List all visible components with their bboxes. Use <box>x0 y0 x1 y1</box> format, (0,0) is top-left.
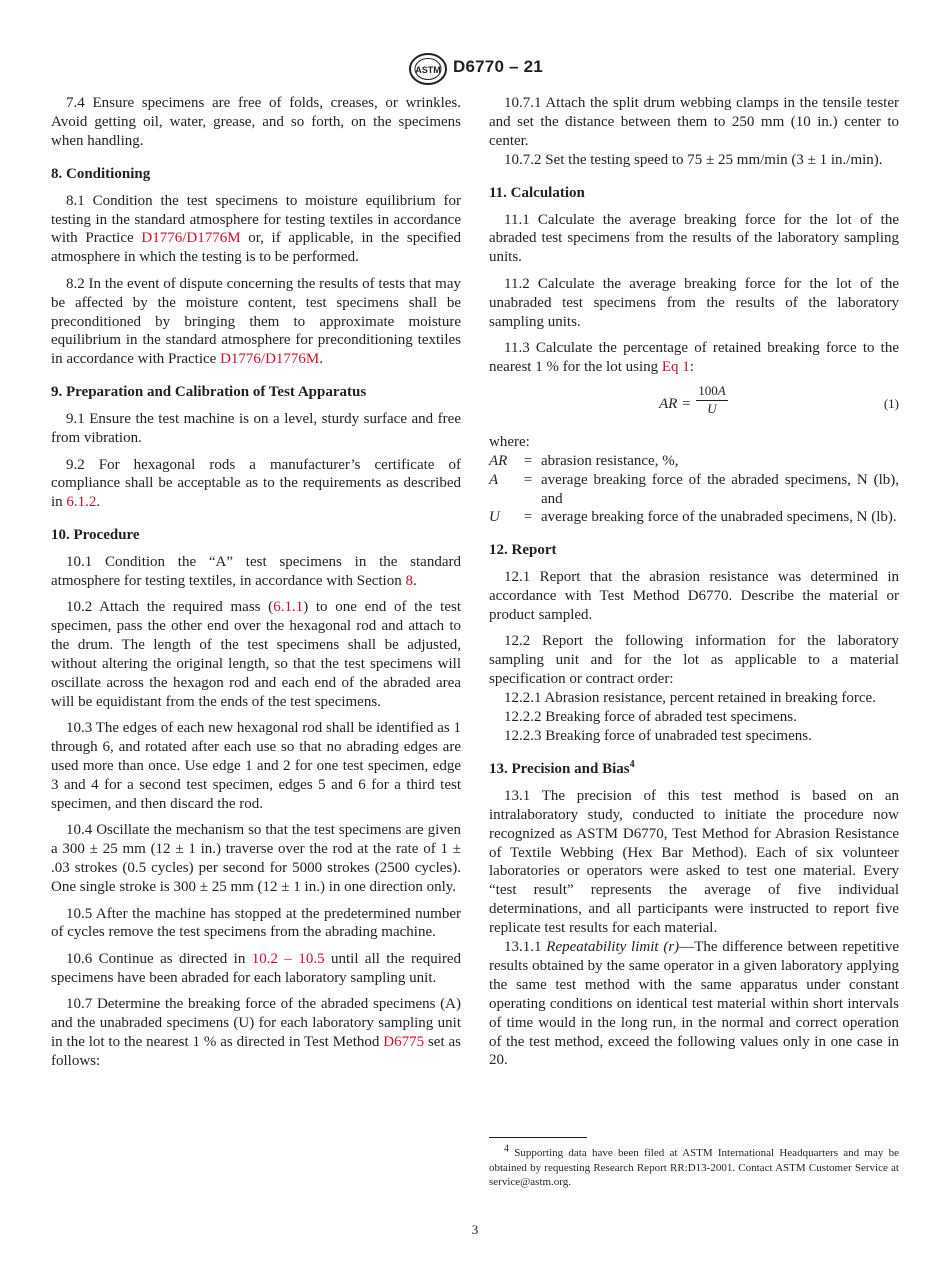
para-11-1: 11.1 Calculate the average breaking force for the lot of the abraded test specimens from the results of the laboratory sampling units. <box>489 211 899 266</box>
para-12-2-2: 12.2.2 Breaking force of abraded test specimens. <box>504 709 797 726</box>
para-11-3: 11.3 Calculate the percentage of retained breaking force to the nearest 1 % for the lot using Eq 1: <box>489 339 899 375</box>
para-8-2: 8.2 In the event of dispute concerning the results of tests that may be affected by the moisture content, test specimens shall be preconditioned by bringing them to approximate moisture equilibrium in the standard atmosphere for preconditioning textiles in accordance with Practice D1776/D1776M. <box>51 275 461 368</box>
para-10-7: 10.7 Determine the breaking force of the abraded specimens (A) and the unabraded specimens (U) for each laboratory sampling unit in the lot to the nearest 1 % as directed in Test Method D6775 set as follows: <box>51 996 461 1069</box>
link-d6775[interactable]: D6775 <box>383 1033 425 1050</box>
link-6-1-2[interactable]: 6.1.2 <box>66 494 97 511</box>
para-9-2: 9.2 For hexagonal rods a manufacturer’s certificate of compliance shall be acceptable as to the requirements as described in 6.1.2. <box>51 456 461 511</box>
link-10-2-10-5[interactable]: 10.2 – 10.5 <box>251 950 325 967</box>
para-9-1: 9.1 Ensure the test machine is on a level, sturdy surface and free from vibration. <box>51 411 461 447</box>
para-7-4: 7.4 Ensure specimens are free of folds, creases, or wrinkles. Avoid getting oil, water, grease, and so forth, on the specimens when handling. <box>51 95 461 149</box>
link-6-1-1[interactable]: 6.1.1 <box>273 599 304 616</box>
link-section-8[interactable]: 8 <box>405 573 413 590</box>
para-10-1: 10.1 Condition the “A” test specimens in the standard atmosphere for testing textiles, in accordance with Section 8. <box>51 554 461 590</box>
para-12-1: 12.1 Report that the abrasion resistance was determined in accordance with Test Method D6770. Describe the material or product sampled. <box>489 569 899 624</box>
para-8-1: 8.1 Condition the test specimens to moisture equilibrium for testing in the standard atmosphere for testing textiles in accordance with Practice D1776/D1776M or, if applicable, in the specified atmosphere in which the testing is to be performed. <box>51 192 461 266</box>
para-10-6: 10.6 Continue as directed in 10.2 – 10.5 until all the required specimens have been abraded for each laboratory sampling unit. <box>51 950 462 986</box>
heading-section-9: 9. Preparation and Calibration of Test Apparatus <box>51 384 367 401</box>
equation-numerator: 100A <box>696 383 728 401</box>
footnote-ref[interactable]: 4 <box>629 758 635 770</box>
page-header <box>0 52 950 88</box>
para-10-2: 10.2 Attach the required mass (6.1.1) to one end of the test specimen, pass the other end over the hexagonal rod and attach to the drum. The length of the test specimens shall be adjusted, without altering the original length, so that the test specimens will oscillate across the hexagon rod and each end of the abraded area will be equidistant from the ends of the test specimens. <box>51 599 461 710</box>
link-d1776[interactable]: D1776/D1776M <box>220 351 320 368</box>
standard-designation: D6770 – 21 <box>453 57 543 76</box>
page-number: 3 <box>471 1222 479 1237</box>
heading-section-12: 12. Report <box>489 542 557 559</box>
astm-logo-icon <box>408 52 448 86</box>
link-eq-1[interactable]: Eq 1 <box>661 358 690 375</box>
left-column <box>51 94 461 1071</box>
equation-denominator: U <box>707 400 717 416</box>
para-12-2-3: 12.2.3 Breaking force of unabraded test specimens. <box>504 727 812 744</box>
link-d1776[interactable]: D1776/D1776M <box>141 230 241 247</box>
para-10-7-2: 10.7.2 Set the testing speed to 75 ± 25 mm/min (3 ± 1 in./min). <box>504 151 883 168</box>
heading-section-13: 13. Precision and Bias$^4$ <box>489 758 635 777</box>
heading-section-11: 11. Calculation <box>489 184 585 201</box>
equation-lhs: AR = <box>659 395 692 412</box>
equation-number: (1) <box>883 395 899 411</box>
definition-list <box>489 452 899 528</box>
para-11-2: 11.2 Calculate the average breaking force for the lot of the unabraded test specimens from the results of the laboratory sampling units. <box>489 275 899 330</box>
para-10-3: 10.3 The edges of each new hexagonal rod shall be identified as 1 through 6, and rotated after each use so that no abrading edges are used more than once. Use edge 1 and 2 for one test specimen, edge 3 and 4 for a second test specimen, edges 5 and 6 for a third test specimen, and then discard the rod. <box>51 720 462 812</box>
equation-1 <box>489 381 899 427</box>
svg-text:ASTM: ASTM <box>415 65 441 75</box>
para-13-1: 13.1 The precision of this test method is based on an intralaboratory study, conducted to initiate the procedure now recognized as ASTM D6770, Test Method for Abrasion Resistance of Textile Webbing (Hex Bar Method). Each of six volunteer laboratories or operators were asked to test one material. Every “test result” represents the average of five individual determinations, and all participants were instructed to report five replicate test results for each material. <box>489 787 899 937</box>
definition-row: U = average breaking force of the unabraded specimens, N (lb). <box>489 509 897 526</box>
equation-fraction <box>696 383 728 417</box>
definition-row: A = average breaking force of the abraded specimens, N (lb), and <box>489 471 899 507</box>
para-12-2-1: 12.2.1 Abrasion resistance, percent retained in breaking force. <box>504 690 876 707</box>
definition-row: AR = abrasion resistance, %, <box>489 452 679 469</box>
para-13-1-1: 13.1.1 Repeatability limit (r)—The difference between repetitive results obtained by the same operator in a given laboratory applying the same test method with the same apparatus under constant operating conditions on identical test material within short intervals of time would in the long run, in the normal and correct operation of the test method, exceed the following values only in one case in 20. <box>489 939 899 1069</box>
heading-section-8: 8. Conditioning <box>51 165 151 182</box>
para-12-2: 12.2 Report the following information for the laboratory sampling unit and for the lot as applicable to a material specification or contract order: <box>489 633 899 688</box>
para-10-5: 10.5 After the machine has stopped at the predetermined number of cycles remove the test specimens from the abrading machine. <box>51 905 461 941</box>
where-label: where: <box>489 433 530 450</box>
heading-section-10: 10. Procedure <box>51 527 140 544</box>
footnote-divider <box>489 1137 587 1138</box>
para-10-4: 10.4 Oscillate the mechanism so that the test specimens are given a 300 ± 25 mm (12 ± 1 in.) traverse over the rod at the rate of 1 ± .03 strokes (0.5 cycles) per second for 5000 strokes (2500 cycles). One single stroke is 300 ± 25 mm (12 ± 1 in.) in one direction only. <box>51 822 461 896</box>
para-10-7-1: 10.7.1 Attach the split drum webbing clamps in the tensile tester and set the distance between them to 250 mm (10 in.) center to center. <box>489 95 899 149</box>
footnote: $^4$ Supporting data have been filed at ASTM International Headquarters and may be obtained by requesting Research Report RR:D13-2001. Contact ASTM Customer Service at service@astm.org. <box>489 1143 899 1188</box>
right-column <box>489 94 899 1070</box>
